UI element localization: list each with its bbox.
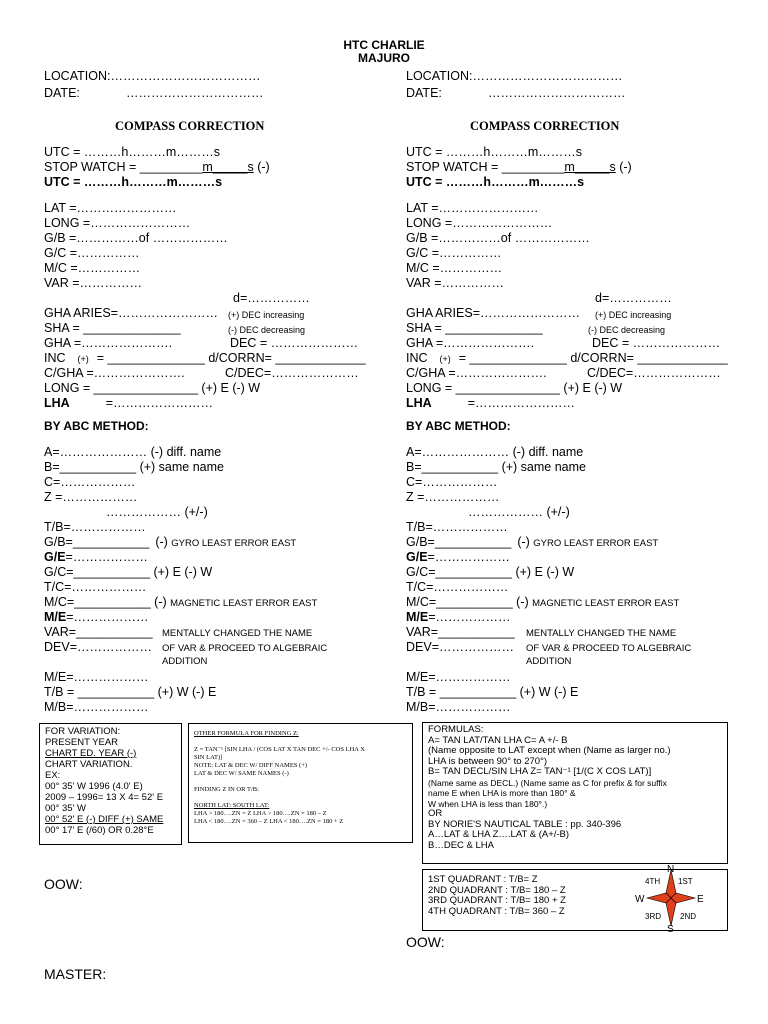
- abc-ge-row: G/E=………………: [44, 550, 148, 564]
- abc-gc-row: G/C=___________ (+) E (-) W: [44, 565, 213, 579]
- abc-mc-row: M/C=___________ (-) MAGNETIC LEAST ERROR EAST: [406, 595, 680, 609]
- inc-row: INC (+) = ______________ d/CORRN= _____________: [44, 351, 366, 365]
- abc-z-row: Z =………………: [406, 490, 500, 504]
- inc-row: INC (+) = ______________ d/CORRN= _____________: [406, 351, 728, 365]
- abc-dev-note2: ADDITION: [526, 656, 572, 667]
- dec-row: DEC = …………………: [230, 336, 359, 350]
- abc-var-row: VAR=___________: [406, 625, 515, 639]
- cgha-row: C/GHA =………………….: [406, 366, 547, 380]
- abc-gb-row: G/B=___________ (-) GYRO LEAST ERROR EAST: [44, 535, 297, 549]
- abc-gc-row: G/C=___________ (+) E (-) W: [406, 565, 575, 579]
- abc-mb-row: M/B=………………: [406, 700, 511, 714]
- abc-dev-note2: ADDITION: [162, 656, 208, 667]
- formulas-line: B= TAN DECL/SIN LHA Z= TAN⁻¹ [1/(C X COS LAT)]: [428, 766, 652, 777]
- compass-correction-title: COMPASS CORRECTION: [115, 119, 265, 133]
- gha-aries-row: GHA ARIES=……………………: [44, 306, 218, 320]
- abc-var-note: MENTALLY CHANGED THE NAME: [162, 628, 313, 639]
- abc-var-note: MENTALLY CHANGED THE NAME: [526, 628, 677, 639]
- abc-b-row: B=___________ (+) same name: [406, 460, 586, 474]
- d-row: d=……………: [595, 291, 672, 305]
- long-row: LONG =……………………: [44, 216, 191, 230]
- master-label: MASTER:: [44, 966, 107, 982]
- date-label: DATE:: [44, 86, 80, 100]
- formula-line: Z = TAN⁻¹ [SIN LHA / (COS LAT X TAN DEC +/- COS LHA X: [194, 746, 365, 753]
- compass-q1-label: 1ST: [678, 877, 693, 886]
- document-subtitle: MAJURO: [357, 51, 410, 65]
- location-field: LOCATION:………………………………: [406, 69, 623, 83]
- formula-line: LHA < 180….ZN = 360 – Z LHA < 180….ZN = 180 + Z: [194, 818, 344, 825]
- variation-line: 00° 35' W: [45, 803, 86, 814]
- gb-row: G/B =……………of ………………: [406, 231, 590, 245]
- utc-result-row: UTC = ………h………m………s: [44, 175, 223, 189]
- abc-dev-note1: OF VAR & PROCEED TO ALGEBRAIC: [526, 643, 692, 654]
- formula-line: [194, 778, 407, 786]
- formulas-line: LHA is between 90° to 270°): [428, 755, 548, 767]
- cgha-row: C/GHA =………………….: [44, 366, 185, 380]
- abc-me-row: M/E=………………: [44, 610, 149, 624]
- lat-row: LAT =……………………: [44, 201, 177, 215]
- abc-var-row: VAR=___________: [44, 625, 153, 639]
- sha-row: SHA = ______________: [406, 321, 543, 335]
- dec-decreasing-note: (-) DEC decreasing: [588, 325, 666, 335]
- abc-dev-row: DEV=………………: [44, 640, 153, 654]
- formula-line: LAT & DEC W/ SAME NAMES (-): [194, 770, 289, 777]
- variation-line: 2009 – 1996= 13 X 4= 52' E: [45, 792, 164, 803]
- compass-q4-label: 4TH: [645, 877, 661, 886]
- long2-row: LONG = _______________ (+) E (-) W: [406, 381, 623, 395]
- var-row: VAR =……………: [406, 276, 505, 290]
- date-dots: ……………………………: [488, 86, 626, 100]
- abc-tb2-row: T/B = ___________ (+) W (-) E: [44, 685, 217, 699]
- oow-label-left: OOW:: [44, 876, 83, 892]
- gc-row: G/C =……………: [406, 246, 502, 260]
- abc-tc-row: T/C=………………: [44, 580, 147, 594]
- long2-row: LONG = _______________ (+) E (-) W: [44, 381, 261, 395]
- abc-me-row: M/E=………………: [406, 610, 511, 624]
- abc-dev-note1: OF VAR & PROCEED TO ALGEBRAIC: [162, 643, 328, 654]
- formula-line: OTHER FORMULA FOR FINDING Z:: [194, 730, 299, 737]
- sha-row: SHA = ______________: [44, 321, 181, 335]
- formulas-line: OR: [428, 808, 443, 819]
- oow-label-right: OOW:: [406, 934, 445, 950]
- formulas-line: BY NORIE'S NAUTICAL TABLE : pp. 340-396: [428, 818, 622, 830]
- variation-line: FOR VARIATION:: [45, 726, 121, 737]
- abc-c-row: C=………………: [44, 475, 136, 489]
- cdec-row: C/DEC=…………………: [587, 366, 721, 380]
- dec-decreasing-note: (-) DEC decreasing: [228, 325, 306, 335]
- formula-z-box: [188, 723, 413, 843]
- gha-row: GHA =………………….: [406, 336, 535, 350]
- var-row: VAR =……………: [44, 276, 143, 290]
- abc-tb-row: T/B=………………: [44, 520, 146, 534]
- variation-line: CHART ED. YEAR (-): [45, 748, 137, 759]
- date-dots: ……………………………: [126, 86, 264, 100]
- abc-mb-row: M/B=………………: [44, 700, 149, 714]
- formula-line: [194, 794, 407, 802]
- abc-dev-row: DEV=………………: [406, 640, 515, 654]
- abc-tb2-row: T/B = ___________ (+) W (-) E: [406, 685, 579, 699]
- lat-row: LAT =……………………: [406, 201, 539, 215]
- compass-q3-label: 3RD: [645, 912, 662, 921]
- compass-west-label: W: [635, 894, 645, 905]
- abc-z-row: Z =………………: [44, 490, 138, 504]
- formula-line: NORTH LAT: SOUTH LAT:: [194, 802, 270, 809]
- formulas-box: [422, 722, 728, 864]
- abc-plusminus-row: ……………… (+/-): [106, 505, 208, 519]
- abc-method-title: BY ABC METHOD:: [44, 419, 149, 433]
- utc-row: UTC = ………h………m………s: [44, 145, 221, 159]
- quadrant-line: 1ST QUADRANT : T/B= Z: [428, 874, 538, 885]
- lha-row: LHA =……………………: [44, 396, 214, 410]
- cdec-row: C/DEC=…………………: [225, 366, 359, 380]
- compass-south-label: S: [667, 924, 674, 932]
- variation-line: PRESENT YEAR: [45, 737, 119, 748]
- abc-tb-row: T/B=………………: [406, 520, 508, 534]
- formulas-line: FORMULAS:: [428, 724, 484, 735]
- document-title: HTC CHARLIE: [343, 38, 425, 52]
- formula-line: SIN LAT)]: [194, 754, 223, 761]
- gc-row: G/C =……………: [44, 246, 140, 260]
- utc-row: UTC = ………h………m………s: [406, 145, 583, 159]
- formulas-line: W when LHA is less than 180°.): [428, 798, 548, 809]
- stopwatch-row: STOP WATCH = _________m_____s (-): [44, 160, 270, 174]
- d-row: d=……………: [233, 291, 310, 305]
- formulas-line: (Name same as DECL.) (Name same as C for prefix & for suffix: [428, 777, 667, 788]
- mc-row: M/C =……………: [406, 261, 503, 275]
- gha-row: GHA =………………….: [44, 336, 173, 350]
- quadrant-line: 4TH QUADRANT : T/B= 360 – Z: [428, 905, 565, 917]
- abc-gb-row: G/B=___________ (-) GYRO LEAST ERROR EAST: [406, 535, 659, 549]
- abc-method-title: BY ABC METHOD:: [406, 419, 511, 433]
- mc-row: M/C =……………: [44, 261, 141, 275]
- location-field: LOCATION:………………………………: [44, 69, 261, 83]
- formula-line: NOTE: LAT & DEC W/ DIFF NAMES (+): [194, 762, 308, 769]
- utc-result-row: UTC = ………h………m………s: [406, 175, 585, 189]
- abc-me2-row: M/E=………………: [406, 670, 511, 684]
- quadrant-box: [422, 864, 728, 932]
- variation-line: CHART VARIATION.: [45, 759, 133, 770]
- dec-row: DEC = …………………: [592, 336, 721, 350]
- abc-a-row: A=………………… (-) diff. name: [406, 445, 584, 459]
- quadrant-line: 2ND QUADRANT : T/B= 180 – Z: [428, 884, 566, 896]
- lha-row: LHA =……………………: [406, 396, 576, 410]
- formula-line: LHA > 180….ZN = Z LHA > 180….ZN = 180 – Z: [194, 810, 327, 817]
- variation-line: 00° 52' E (-) DIFF (+) SAME: [45, 814, 164, 825]
- abc-plusminus-row: ……………… (+/-): [468, 505, 570, 519]
- long-row: LONG =……………………: [406, 216, 553, 230]
- formulas-line: A= TAN LAT/TAN LHA C= A +/- B: [428, 734, 568, 746]
- variation-box: [39, 723, 182, 845]
- compass-east-label: E: [697, 894, 704, 905]
- dec-increasing-note: (+) DEC increasing: [228, 310, 305, 320]
- compass-q2-label: 2ND: [680, 912, 697, 921]
- stopwatch-row: STOP WATCH = _________m_____s (-): [406, 160, 632, 174]
- formulas-line: A…LAT & LHA Z….LAT & (A+/-B): [428, 829, 570, 840]
- variation-line: EX:: [45, 770, 61, 781]
- formula-line: FINDING Z IN OR T/B:: [194, 786, 259, 793]
- formulas-line: name E when LHA is more than 180° &: [428, 788, 576, 798]
- variation-line: 00° 17' E (/60) OR 0.28°E: [45, 825, 154, 836]
- abc-ge-row: G/E=………………: [406, 550, 510, 564]
- dec-increasing-note: (+) DEC increasing: [595, 310, 672, 320]
- abc-b-row: B=___________ (+) same name: [44, 460, 224, 474]
- gha-aries-row: GHA ARIES=……………………: [406, 306, 580, 320]
- date-label: DATE:: [406, 86, 442, 100]
- abc-mc-row: M/C=___________ (-) MAGNETIC LEAST ERROR EAST: [44, 595, 318, 609]
- quadrant-line: 3RD QUADRANT : T/B= 180 + Z: [428, 895, 566, 906]
- formula-line: [194, 738, 407, 746]
- formulas-line: B…DEC & LHA: [428, 839, 494, 851]
- abc-tc-row: T/C=………………: [406, 580, 509, 594]
- abc-c-row: C=………………: [406, 475, 498, 489]
- compass-north-label: N: [667, 864, 675, 875]
- compass-correction-title: COMPASS CORRECTION: [470, 119, 620, 133]
- gb-row: G/B =……………of ………………: [44, 231, 228, 245]
- formulas-line: (Name opposite to LAT except when (Name as larger no.): [428, 745, 671, 756]
- abc-a-row: A=………………… (-) diff. name: [44, 445, 222, 459]
- variation-line: 00° 35' W 1996 (4.0' E): [45, 781, 143, 792]
- abc-me2-row: M/E=………………: [44, 670, 149, 684]
- compass-rose-icon: [623, 864, 719, 932]
